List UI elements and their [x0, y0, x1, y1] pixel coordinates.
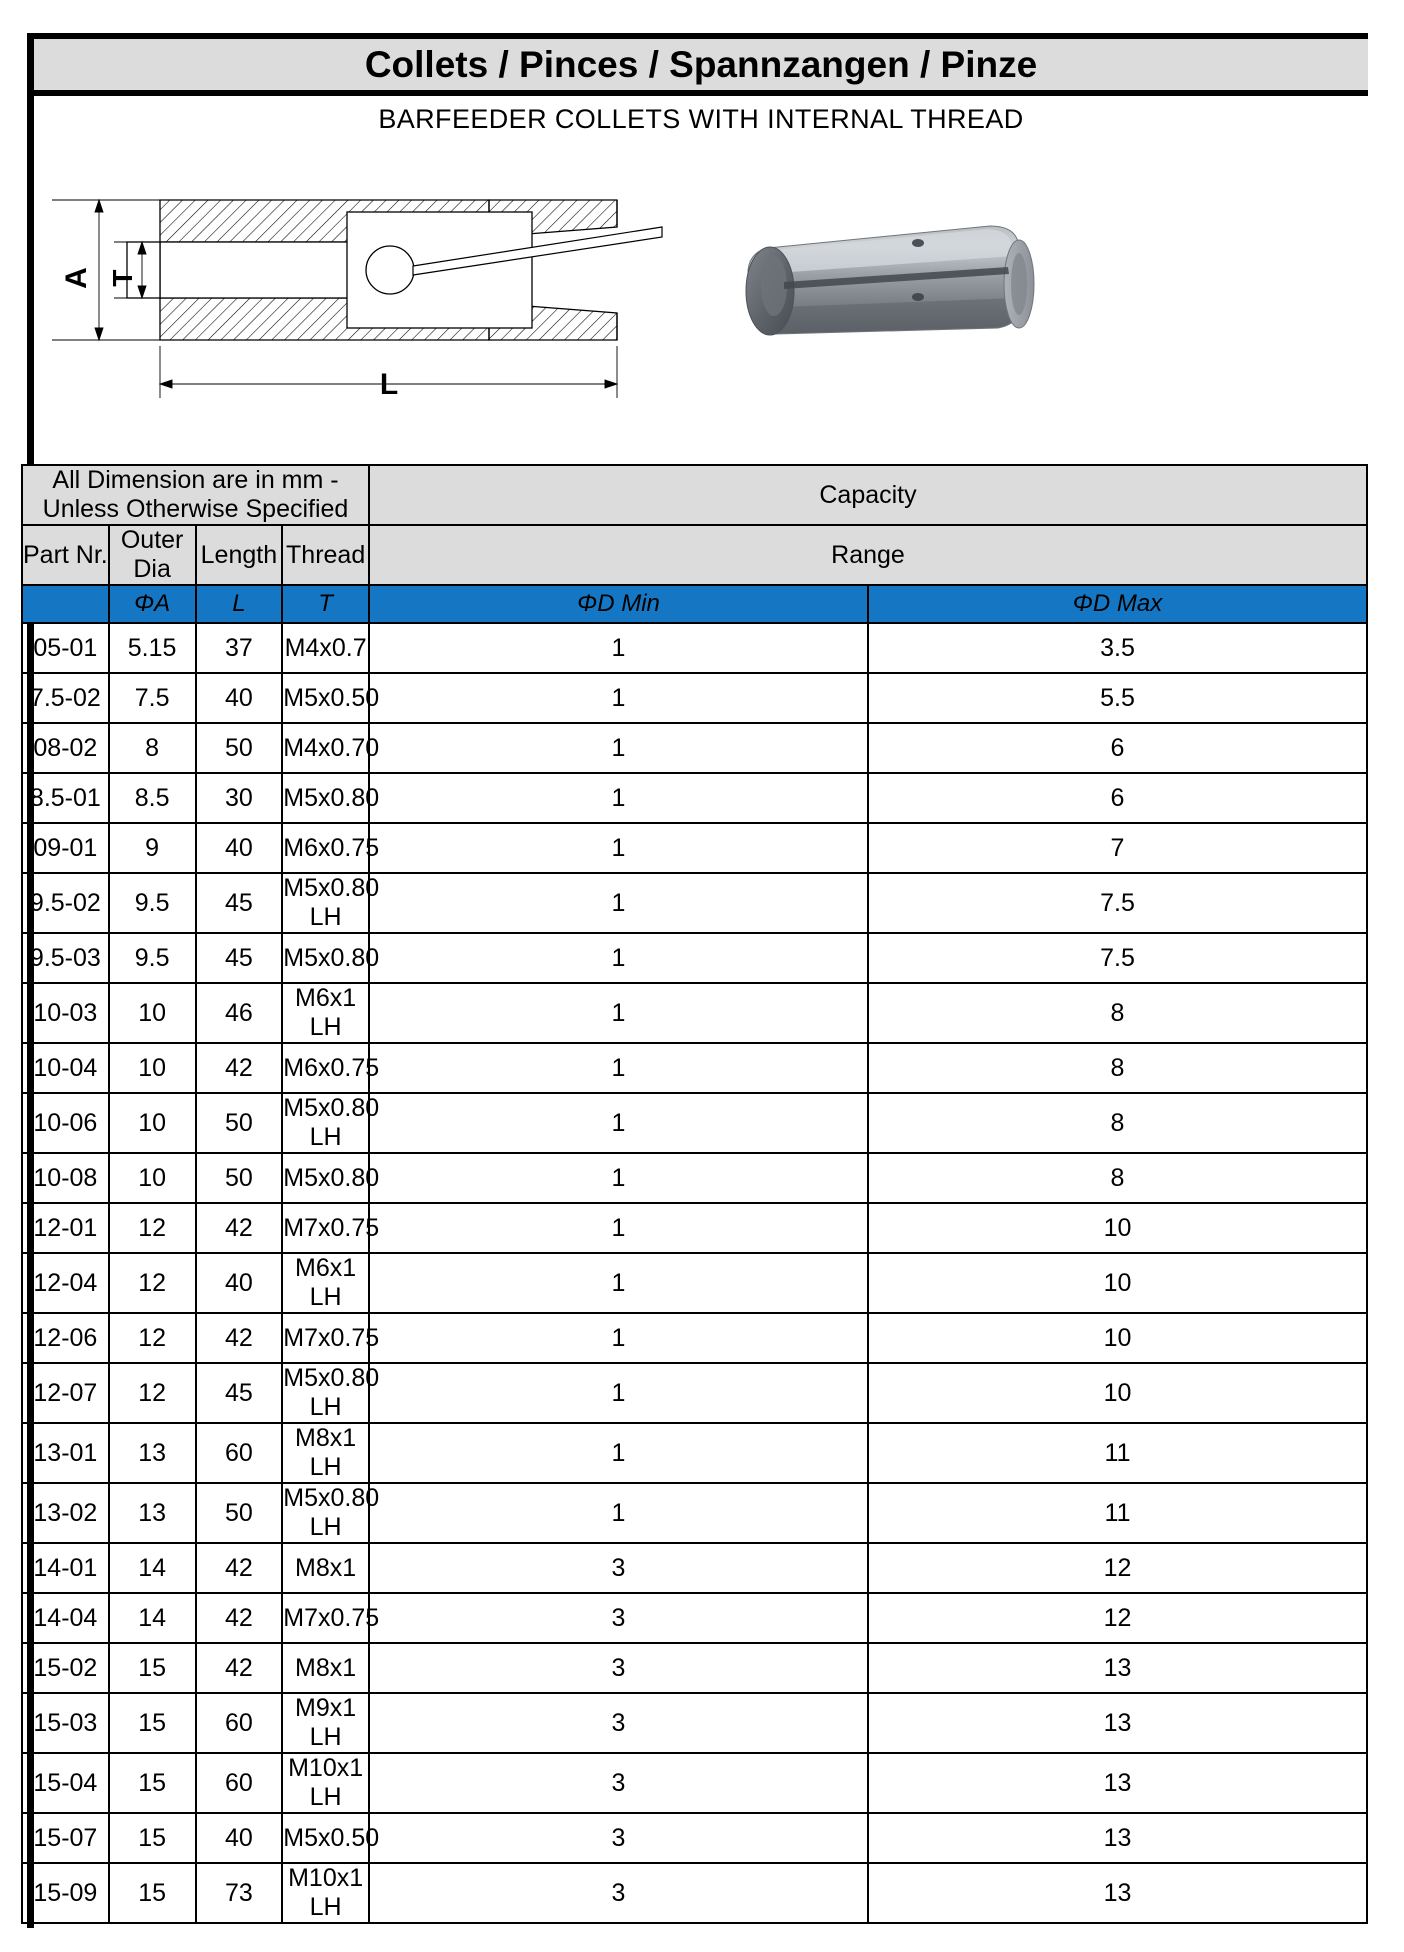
cell-outer-dia: 15	[109, 1753, 196, 1813]
specification-table	[21, 464, 1368, 1924]
cell-thread: M5x0.80	[282, 773, 369, 823]
table-row	[22, 983, 1367, 1043]
cell-length: 40	[196, 1253, 283, 1313]
section-subtitle: BARFEEDER COLLETS WITH INTERNAL THREAD	[378, 104, 1024, 134]
cell-length: 42	[196, 1313, 283, 1363]
cell-d-min: 3	[369, 1693, 868, 1753]
cell-d-max: 11	[868, 1423, 1367, 1483]
cell-length: 50	[196, 1153, 283, 1203]
cell-length: 45	[196, 1363, 283, 1423]
cell-thread: M5x0.50	[282, 1813, 369, 1863]
group-header-capacity: Capacity	[369, 465, 1367, 525]
cell-d-min: 3	[369, 1643, 868, 1693]
dimension-label-t: T	[107, 269, 138, 287]
column-header-range: Range	[369, 525, 1367, 585]
cell-d-max: 6	[868, 773, 1367, 823]
cell-outer-dia: 8.5	[109, 773, 196, 823]
column-header-outer-dia: Outer Dia	[109, 525, 196, 585]
cell-part-nr: 15-03	[22, 1693, 109, 1753]
cell-thread: M6x1 LH	[282, 983, 369, 1043]
cell-d-max: 7.5	[868, 933, 1367, 983]
dimension-label-l: L	[379, 368, 399, 401]
symbol-header-d-max: ΦD Max	[868, 585, 1367, 623]
table-row	[22, 1153, 1367, 1203]
table-row	[22, 1093, 1367, 1153]
table-row	[22, 873, 1367, 933]
cell-outer-dia: 8	[109, 723, 196, 773]
cell-thread: M5x0.80 LH	[283, 1094, 380, 1151]
cell-outer-dia: 10	[109, 1153, 196, 1203]
cell-part-nr: 13-01	[22, 1423, 109, 1483]
cell-d-max: 10	[868, 1253, 1367, 1313]
cell-part-nr: 15-07	[22, 1813, 109, 1863]
cell-outer-dia: 14	[109, 1593, 196, 1643]
table-row	[22, 1813, 1367, 1863]
cell-d-min: 1	[369, 1043, 868, 1093]
cell-d-max: 7	[868, 823, 1367, 873]
cell-d-max: 10	[868, 1363, 1367, 1423]
cell-d-min: 1	[369, 1093, 868, 1153]
cell-d-max: 8	[868, 1093, 1367, 1153]
cell-length: 40	[196, 673, 283, 723]
cell-length: 60	[196, 1753, 283, 1813]
table-row	[22, 1543, 1367, 1593]
cell-part-nr: 13-02	[22, 1483, 109, 1543]
cell-d-min: 1	[369, 723, 868, 773]
cell-d-max: 13	[868, 1693, 1367, 1753]
cell-thread: M5x0.50	[282, 673, 369, 723]
cell-part-nr: 9.5-02	[22, 873, 109, 933]
page-title: Collets / Pinces / Spannzangen / Pinze	[364, 43, 1038, 85]
cell-d-max: 13	[868, 1813, 1367, 1863]
cell-d-max: 13	[868, 1643, 1367, 1693]
table-row	[22, 1313, 1367, 1363]
cell-thread: M9x1 LH	[282, 1693, 369, 1753]
collet-end-face	[1004, 240, 1034, 328]
cell-length: 40	[196, 1813, 283, 1863]
cell-length: 45	[196, 873, 283, 933]
cell-length: 46	[196, 983, 283, 1043]
table-row	[22, 673, 1367, 723]
cell-length: 60	[196, 1693, 283, 1753]
cell-thread: M7x0.75	[282, 1593, 369, 1643]
cell-d-min: 1	[369, 1363, 868, 1423]
cell-d-max: 12	[868, 1543, 1367, 1593]
cell-thread: M6x1 LH	[282, 1253, 369, 1313]
cell-d-min: 3	[369, 1863, 868, 1923]
cell-part-nr: 15-09	[22, 1863, 109, 1923]
cell-length: 42	[196, 1643, 283, 1693]
group-header-dimensions: All Dimension are in mm - Unless Otherwise Specified	[22, 465, 369, 525]
table-body	[22, 623, 1367, 1923]
cell-outer-dia: 15	[109, 1863, 196, 1923]
table-row	[22, 1643, 1367, 1693]
cell-outer-dia: 10	[109, 1093, 196, 1153]
cell-part-nr: 10-08	[22, 1153, 109, 1203]
cell-thread: M8x1	[282, 1543, 369, 1593]
table-row	[22, 1593, 1367, 1643]
specification-table-container	[21, 464, 1368, 1924]
cell-part-nr: 9.5-03	[22, 933, 109, 983]
cell-d-min: 1	[369, 1253, 868, 1313]
cell-d-max: 8	[868, 983, 1367, 1043]
cell-outer-dia: 15	[109, 1813, 196, 1863]
table-row	[22, 1043, 1367, 1093]
symbol-header-outer-dia: ΦA	[109, 585, 196, 623]
cell-thread: M5x0.80	[282, 1153, 369, 1203]
table-row	[22, 933, 1367, 983]
table-row	[22, 723, 1367, 773]
cell-thread: M7x0.75	[282, 1203, 369, 1253]
cell-d-min: 1	[369, 823, 868, 873]
cell-d-max: 12	[868, 1593, 1367, 1643]
cell-outer-dia: 12	[109, 1203, 196, 1253]
cell-outer-dia: 12	[109, 1313, 196, 1363]
cell-d-min: 3	[369, 1543, 868, 1593]
collet-nose	[746, 247, 794, 335]
cell-d-max: 10	[868, 1313, 1367, 1363]
cell-part-nr: 10-04	[22, 1043, 109, 1093]
cell-d-min: 1	[369, 1203, 868, 1253]
cell-d-max: 11	[868, 1483, 1367, 1543]
table-row	[22, 1253, 1367, 1313]
technical-drawing	[34, 170, 734, 430]
cell-d-max: 7.5	[868, 873, 1367, 933]
cell-part-nr: 14-04	[22, 1593, 109, 1643]
cell-thread: M5x0.80 LH	[283, 1484, 380, 1541]
cell-length: 60	[196, 1423, 283, 1483]
cell-thread: M7x0.75	[282, 1313, 369, 1363]
table-row	[22, 1483, 1367, 1543]
cell-outer-dia: 10	[109, 1043, 196, 1093]
cell-outer-dia: 5.15	[109, 623, 196, 673]
cell-thread: M10x1 LH	[282, 1863, 369, 1923]
product-photo	[722, 212, 1042, 347]
cell-part-nr: 12-06	[22, 1313, 109, 1363]
column-header-part-nr: Part Nr.	[22, 525, 109, 585]
cell-d-max: 8	[868, 1043, 1367, 1093]
cell-thread: M4x0.70	[282, 723, 369, 773]
cell-thread: M5x0.80 LH	[283, 874, 380, 931]
cell-d-min: 3	[369, 1753, 868, 1813]
table-row	[22, 1423, 1367, 1483]
cell-thread: M5x0.80	[282, 933, 369, 983]
cell-length: 50	[196, 723, 283, 773]
table-row	[22, 1363, 1367, 1423]
cell-outer-dia: 12	[109, 1363, 196, 1423]
cell-d-min: 1	[369, 623, 868, 673]
table-row	[22, 1753, 1367, 1813]
cell-d-min: 1	[369, 673, 868, 723]
cell-part-nr: 14-01	[22, 1543, 109, 1593]
cell-length: 30	[196, 773, 283, 823]
table-row	[22, 773, 1367, 823]
cell-d-min: 1	[369, 1153, 868, 1203]
table-row	[22, 1863, 1367, 1923]
column-header-length: Length	[196, 525, 283, 585]
cell-thread: M4x0.7	[282, 623, 369, 673]
cell-part-nr: 05-01	[22, 623, 109, 673]
cell-outer-dia: 9.5	[109, 933, 196, 983]
cell-d-max: 10	[868, 1203, 1367, 1253]
cell-length: 50	[196, 1483, 283, 1543]
cell-length: 42	[196, 1043, 283, 1093]
table-row	[22, 623, 1367, 673]
symbol-header-blank	[22, 585, 109, 623]
table-column-header-row	[22, 525, 1367, 585]
table-row	[22, 823, 1367, 873]
symbol-header-d-min: ΦD Min	[369, 585, 868, 623]
cell-length: 50	[196, 1093, 283, 1153]
cell-thread: M6x0.75	[282, 1043, 369, 1093]
cell-outer-dia: 12	[109, 1253, 196, 1313]
cell-part-nr: 7.5-02	[22, 673, 109, 723]
symbol-header-thread: T	[282, 585, 369, 623]
cell-outer-dia: 9.5	[109, 873, 196, 933]
cell-d-min: 1	[369, 1483, 868, 1543]
cell-outer-dia: 14	[109, 1543, 196, 1593]
cell-thread: M6x0.75	[282, 823, 369, 873]
cell-length: 37	[196, 623, 283, 673]
page-title-bar	[34, 33, 1368, 96]
cell-part-nr: 08-02	[22, 723, 109, 773]
table-row	[22, 1203, 1367, 1253]
cell-length: 45	[196, 933, 283, 983]
cell-d-max: 13	[868, 1753, 1367, 1813]
cell-thread: M8x1	[282, 1643, 369, 1693]
cell-outer-dia: 13	[109, 1423, 196, 1483]
symbol-header-length: L	[196, 585, 283, 623]
cell-d-min: 1	[369, 873, 868, 933]
column-header-thread: Thread	[282, 525, 369, 585]
table-symbol-header-row	[22, 585, 1367, 623]
cell-d-max: 8	[868, 1153, 1367, 1203]
cell-part-nr: 12-07	[22, 1363, 109, 1423]
cell-d-max: 6	[868, 723, 1367, 773]
cell-length: 42	[196, 1543, 283, 1593]
cell-d-min: 1	[369, 983, 868, 1043]
cell-d-min: 1	[369, 933, 868, 983]
table-group-header-row	[22, 465, 1367, 525]
cell-outer-dia: 10	[109, 983, 196, 1043]
cell-thread: M5x0.80 LH	[283, 1364, 380, 1421]
cell-d-min: 1	[369, 773, 868, 823]
dimension-label-a: A	[60, 267, 93, 289]
cell-length: 40	[196, 823, 283, 873]
cell-part-nr: 8.5-01	[22, 773, 109, 823]
cell-part-nr: 15-04	[22, 1753, 109, 1813]
cell-d-max: 3.5	[868, 623, 1367, 673]
cell-d-min: 3	[369, 1813, 868, 1863]
cell-outer-dia: 15	[109, 1643, 196, 1693]
cell-outer-dia: 7.5	[109, 673, 196, 723]
cell-outer-dia: 13	[109, 1483, 196, 1543]
table-row	[22, 1693, 1367, 1753]
cell-length: 42	[196, 1593, 283, 1643]
cell-d-max: 13	[868, 1863, 1367, 1923]
cell-part-nr: 09-01	[22, 823, 109, 873]
cell-length: 42	[196, 1203, 283, 1253]
cell-thread: M8x1 LH	[282, 1423, 369, 1483]
cell-part-nr: 12-01	[22, 1203, 109, 1253]
cell-length: 73	[196, 1863, 283, 1923]
cell-d-max: 5.5	[868, 673, 1367, 723]
cell-thread: M10x1 LH	[282, 1753, 369, 1813]
slot-detail	[347, 212, 662, 328]
cell-d-min: 3	[369, 1593, 868, 1643]
cell-part-nr: 10-03	[22, 983, 109, 1043]
cell-part-nr: 12-04	[22, 1253, 109, 1313]
cell-d-min: 1	[369, 1313, 868, 1363]
cell-outer-dia: 9	[109, 823, 196, 873]
cell-part-nr: 10-06	[22, 1093, 109, 1153]
cell-d-min: 1	[369, 1423, 868, 1483]
cell-outer-dia: 15	[109, 1693, 196, 1753]
cell-part-nr: 15-02	[22, 1643, 109, 1693]
